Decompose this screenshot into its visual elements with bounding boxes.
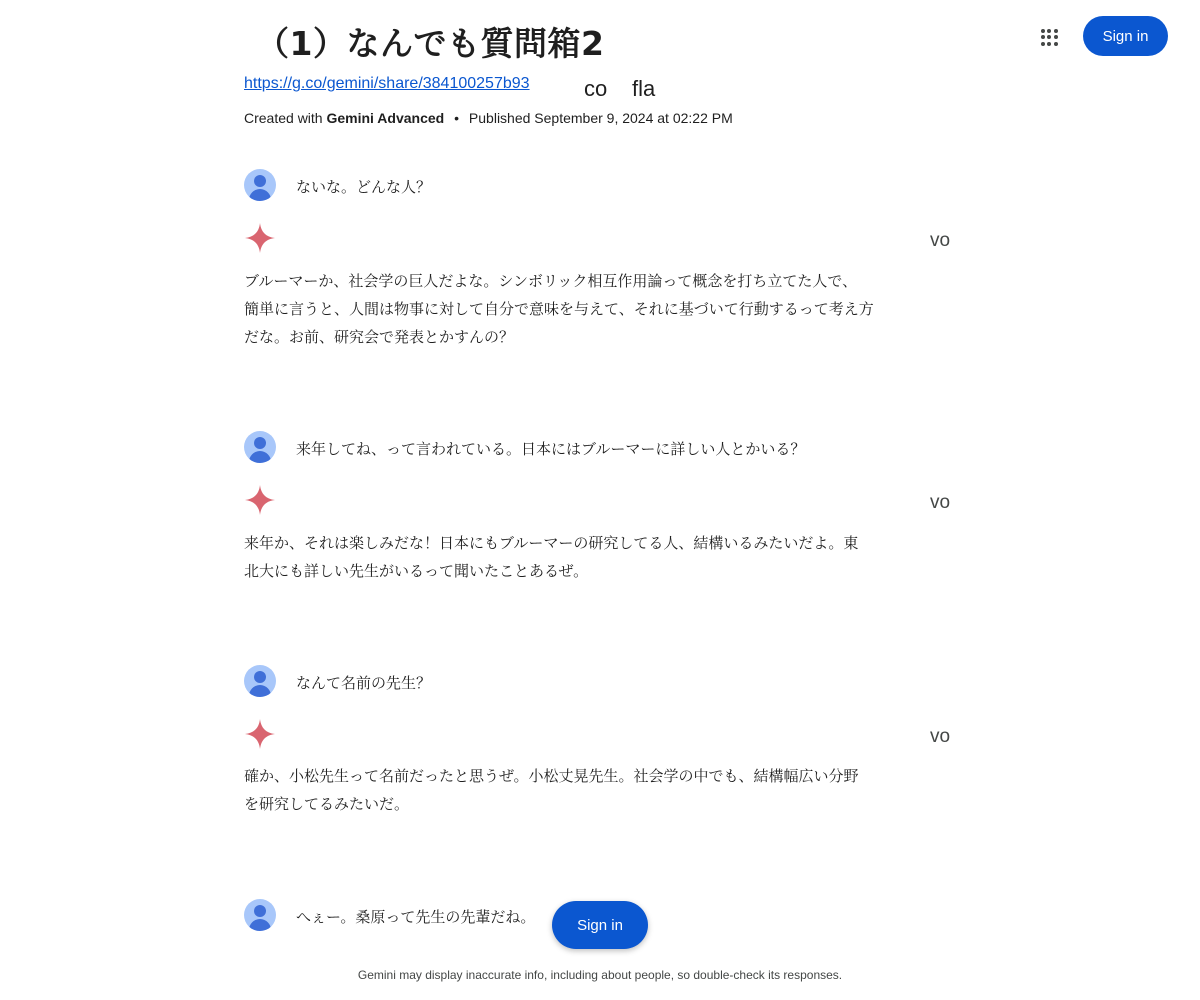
floating-sign-in-button[interactable]: Sign in [552, 901, 648, 949]
stray-text-2: fla [632, 76, 656, 101]
gemini-sparkle-icon [244, 222, 276, 254]
apps-grid-icon[interactable] [1034, 22, 1064, 52]
response-line: 北大にも詳しい先生がいるって聞いたことあるぜ。 [244, 562, 589, 580]
voice-label: vo [930, 230, 951, 251]
user-avatar-icon [244, 169, 276, 201]
gemini-sparkle-icon [244, 718, 276, 750]
user-message: へぇー。桑原って先生の先輩だね。 [296, 908, 536, 926]
user-avatar-icon [244, 431, 276, 463]
response-line: 簡単に言うと、人間は物事に対して自分で意味を与えて、それに基づいて行動するって考え方 [244, 300, 874, 318]
published-date: Published September 9, 2024 at 02:22 PM [468, 110, 733, 126]
separator-dot: • [454, 110, 460, 126]
user-message: ないな。どんな人？ [296, 178, 432, 196]
page-title: （1）なんでも質問箱2 [256, 24, 605, 63]
model-response [244, 762, 924, 818]
voice-label: vo [930, 726, 951, 747]
response-line: 確か、小松先生って名前だったと思うぜ。小松丈晃先生。社会学の中でも、結構幅広い分野 [244, 767, 859, 785]
model-response [244, 267, 924, 351]
model-response [244, 529, 924, 585]
stray-text-1: co [584, 76, 608, 101]
sign-in-button[interactable]: Sign in [1083, 16, 1168, 56]
created-product: Gemini Advanced [326, 110, 445, 126]
response-line: ブルーマーか、社会学の巨人だよな。シンボリック相互作用論って概念を打ち立てた人で、 [244, 272, 858, 290]
created-prefix: Created with [244, 110, 323, 126]
disclaimer-text: Gemini may display inaccurate info, including about people, so double-check its responses. [357, 968, 843, 982]
user-avatar-icon [244, 899, 276, 931]
voice-label: vo [930, 492, 951, 513]
share-link[interactable]: https://g.co/gemini/share/384100257b93 [244, 75, 530, 92]
user-message: 来年してね、って言われている。日本にはブルーマーに詳しい人とかいる？ [296, 440, 806, 458]
share-meta [244, 110, 733, 126]
user-avatar-icon [244, 665, 276, 697]
user-message: なんて名前の先生？ [296, 674, 432, 692]
response-line: だな。お前、研究会で発表とかすんの？ [244, 328, 515, 346]
gemini-sparkle-icon [244, 484, 276, 516]
response-line: を研究してるみたいだ。 [244, 795, 410, 813]
response-line: 来年か、それは楽しみだな！日本にもブルーマーの研究してる人、結構いるみたいだよ。東 [244, 534, 859, 552]
